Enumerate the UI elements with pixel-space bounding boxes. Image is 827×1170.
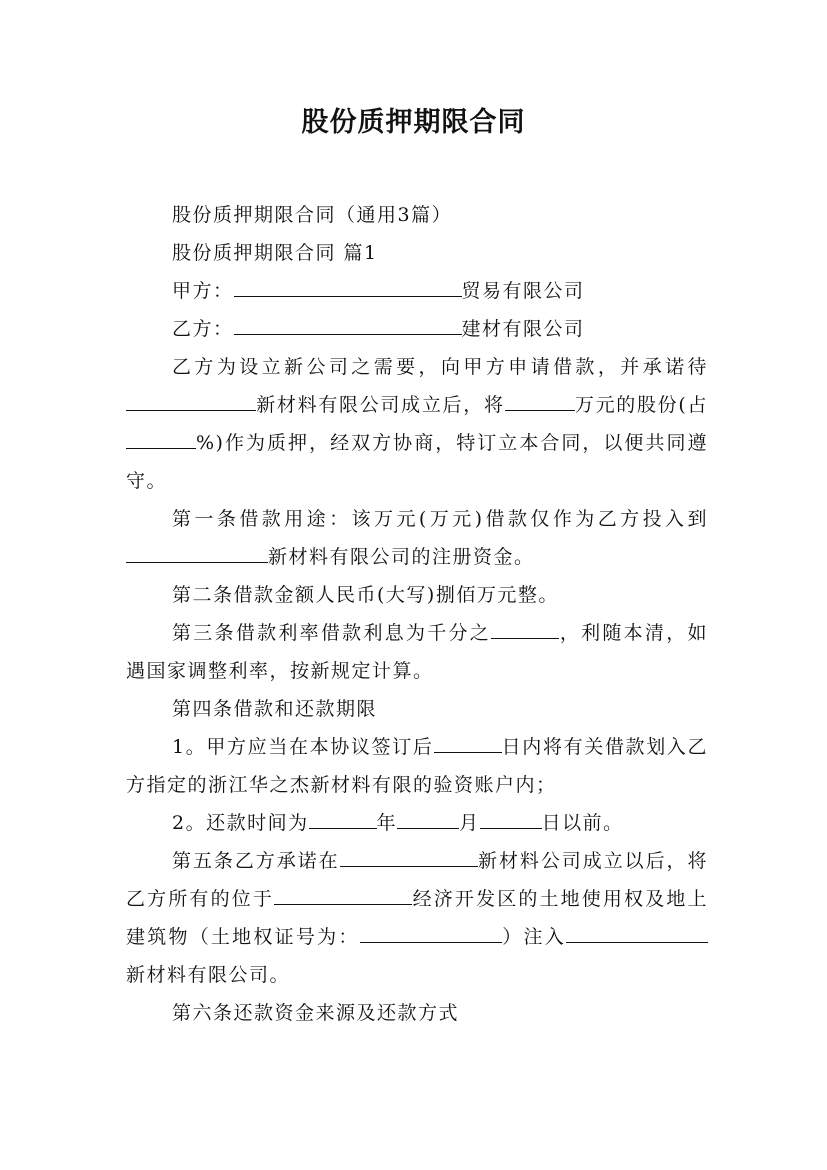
paragraph-article-2: 第二条借款金额人民币(大写)捌佰万元整。 [172, 584, 559, 606]
document-body [126, 196, 708, 1032]
party-b-company: 建材有限公司 [461, 318, 585, 340]
party-b-label: 乙方： [172, 318, 234, 340]
article-5-text-3: 经济开发区的土地使用权及地上建筑物（土地权证号为： [126, 888, 708, 948]
paragraph-preamble [126, 348, 708, 500]
preamble-text-3: 万元的股份(占 [574, 394, 708, 416]
amount-blank [505, 388, 575, 411]
paragraph-party-a [126, 272, 708, 310]
interest-rate-blank [491, 616, 559, 639]
clause-4-1-text-2: 日内将有关借款划入乙方指定的浙江华之杰新材料有限的验资账户内； [126, 736, 708, 796]
location-blank [274, 882, 412, 905]
land-certificate-blank [360, 920, 502, 943]
document-title: 股份质押期限合同 [301, 107, 526, 138]
article-5-text-2: 新材料公司成立以后，将乙方所有的位于 [126, 850, 708, 910]
article-1-text-2: 新材料有限公司的注册资金。 [268, 546, 535, 568]
paragraph-party-b [126, 310, 708, 348]
article-1-blank [126, 540, 268, 563]
paragraph-article-3 [126, 614, 708, 690]
preamble-text-4: %)作为质押，经双方协商，特订立本合同，以便共同遵守。 [126, 432, 708, 492]
article-5-text-4: ）注入 [501, 926, 566, 948]
clause-4-2-text-1: 2。还款时间为 [172, 812, 309, 834]
article-1-text-1: 第一条借款用途：该万元(万元)借款仅作为乙方投入到 [172, 508, 708, 530]
party-a-blank [234, 274, 462, 297]
preamble-text-1: 乙方为设立新公司之需要，向甲方申请借款，并承诺待 [172, 356, 708, 378]
days-blank [434, 730, 502, 753]
party-a-label: 甲方： [172, 280, 234, 302]
paragraph-article-5 [126, 842, 708, 994]
month-blank [397, 806, 459, 829]
clause-4-2-month: 月 [459, 812, 480, 834]
clause-4-2-day: 日以前。 [541, 812, 624, 834]
preamble-text-2: 新材料有限公司成立后，将 [256, 394, 505, 416]
clause-4-1-text-1: 1。甲方应当在本协议签订后 [172, 736, 434, 758]
year-blank [309, 806, 377, 829]
article-5-company-blank [340, 844, 478, 867]
paragraph-clause-4-1 [126, 728, 708, 804]
paragraph-article-6: 第六条还款资金来源及还款方式 [172, 1002, 460, 1024]
paragraph-subtitle: 股份质押期限合同（通用3篇） [172, 204, 453, 226]
party-b-blank [234, 312, 462, 335]
article-5-text-1: 第五条乙方承诺在 [172, 850, 340, 872]
clause-4-2-year: 年 [376, 812, 398, 834]
article-5-company-blank-2 [566, 920, 708, 943]
party-a-company: 贸易有限公司 [461, 280, 585, 302]
paragraph-clause-4-2 [126, 804, 708, 842]
article-3-text-1: 第三条借款利率借款利息为千分之 [172, 622, 492, 644]
article-5-text-5: 新材料有限公司。 [126, 964, 291, 986]
paragraph-article-1 [126, 500, 708, 576]
day-blank [480, 806, 542, 829]
company-name-blank [126, 388, 256, 411]
paragraph-section-heading: 股份质押期限合同 篇1 [172, 242, 378, 264]
paragraph-article-4: 第四条借款和还款期限 [172, 698, 378, 720]
article-3-text-2: ，利随本清，如遇国家调整利率，按新规定计算。 [126, 622, 708, 682]
percent-blank [126, 426, 196, 449]
